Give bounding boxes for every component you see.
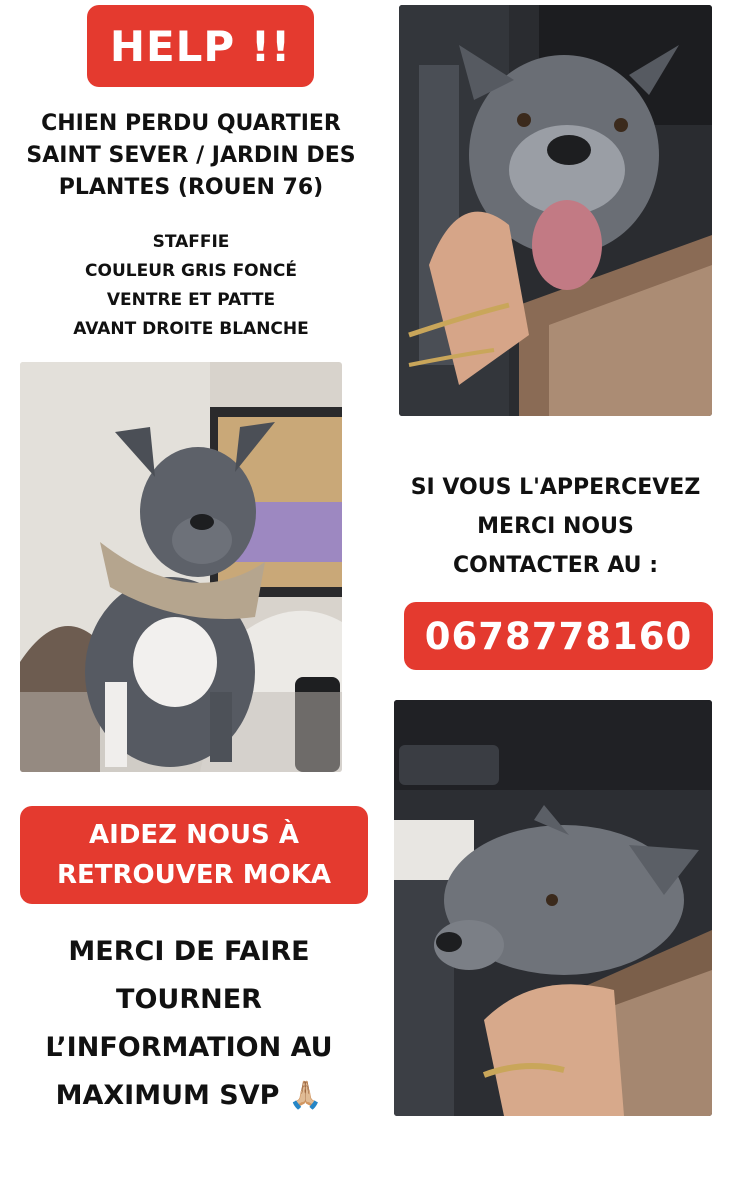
share-line: MAXIMUM SVP 🙏🏼	[55, 1080, 323, 1111]
lost-dog-title	[10, 108, 372, 204]
description-line: VENTRE ET PATTE	[106, 290, 276, 310]
description-line: COULEUR GRIS FONCÉ	[85, 261, 297, 281]
dog-photo-sitting-bandana	[20, 362, 342, 772]
help-find-line: RETROUVER MOKA	[57, 860, 331, 890]
title-line: SAINT SEVER / JARDIN DES	[26, 143, 356, 168]
help-find-line: AIDEZ NOUS À	[89, 820, 299, 850]
help-badge: HELP !!	[87, 5, 314, 87]
description-line: AVANT DROITE BLANCHE	[73, 319, 309, 339]
title-line: CHIEN PERDU QUARTIER	[41, 111, 341, 136]
contact-line: CONTACTER AU :	[452, 553, 659, 578]
phone-number-badge[interactable]: 0678778160	[404, 602, 713, 670]
dog-description	[10, 228, 372, 344]
share-request-text	[8, 928, 370, 1120]
share-line: TOURNER	[116, 984, 262, 1015]
share-line: L’INFORMATION AU	[45, 1032, 333, 1063]
dog-photo-car-resting	[394, 700, 712, 1116]
contact-line: SI VOUS L'APPERCEVEZ	[410, 475, 701, 500]
contact-text	[383, 468, 728, 585]
title-line: PLANTES (ROUEN 76)	[58, 175, 324, 200]
help-find-moka-badge	[20, 806, 368, 904]
share-line: MERCI DE FAIRE	[68, 936, 310, 967]
description-line: STAFFIE	[152, 232, 230, 252]
contact-line: MERCI NOUS	[477, 514, 634, 539]
dog-photo-car-smiling	[399, 5, 712, 416]
